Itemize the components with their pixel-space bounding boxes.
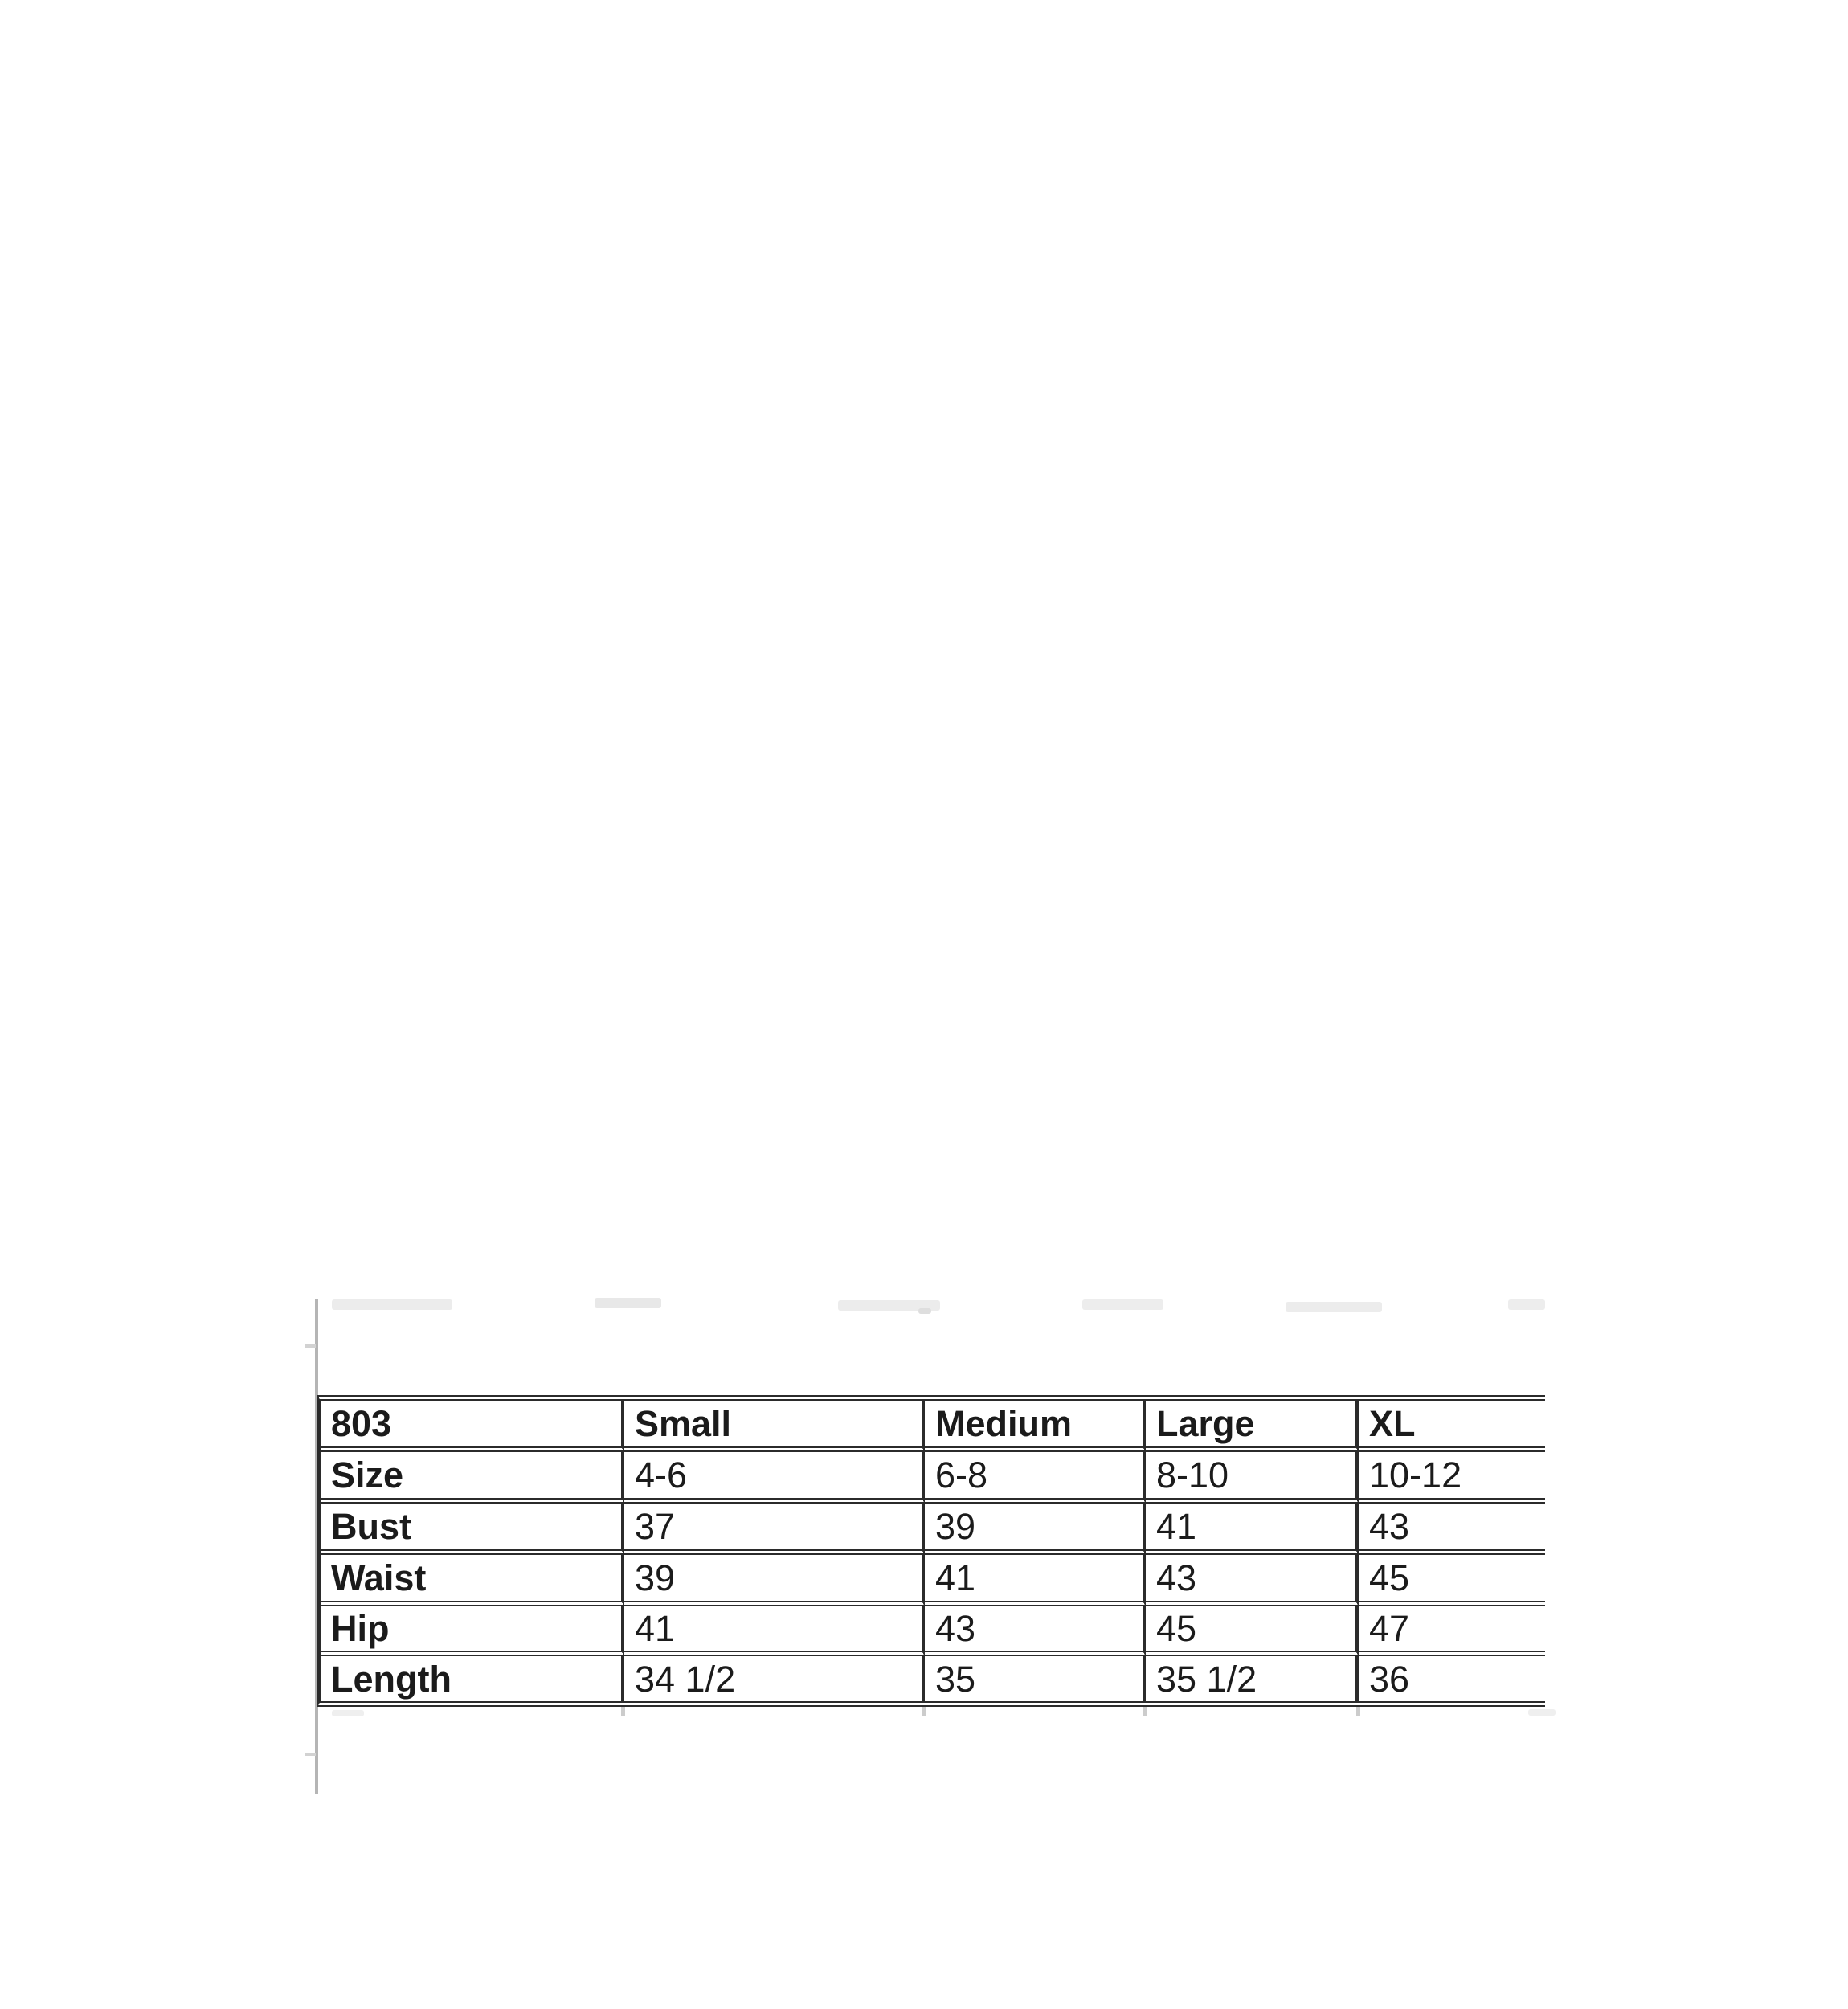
gridline-tick	[305, 1753, 316, 1756]
row-label-size: Size	[321, 1452, 624, 1504]
cell-length-xl: 36	[1369, 1658, 1410, 1700]
artifact-smudge	[332, 1299, 452, 1310]
artifact-smudge	[1508, 1299, 1545, 1310]
cell-length-medium: 35	[925, 1656, 1146, 1701]
row-label-length: Length	[321, 1656, 624, 1701]
row-label-hip: Hip	[321, 1606, 624, 1656]
gridline-tick	[305, 1344, 316, 1348]
row-label-waist: Waist	[321, 1555, 624, 1606]
cell-hip-xl: 47	[1359, 1606, 1545, 1656]
artifact-smudge	[595, 1298, 661, 1308]
artifact-stub	[1356, 1707, 1360, 1716]
cell-size-small: 4-6	[624, 1452, 925, 1504]
cell-size-medium: 6-8	[925, 1452, 1146, 1504]
cell-waist-medium: 41	[925, 1555, 1146, 1606]
cell-waist-xl: 45	[1359, 1555, 1545, 1606]
artifact-smudge	[1286, 1302, 1382, 1312]
artifact-stub	[621, 1707, 625, 1716]
header-small: Small	[624, 1401, 925, 1452]
cell-length-small: 34 1/2	[624, 1656, 925, 1701]
header-xl: XL	[1359, 1401, 1545, 1452]
artifact-smudge	[332, 1710, 364, 1716]
artifact-smudge	[1082, 1299, 1163, 1310]
artifact-smudge	[1528, 1709, 1556, 1716]
cell-bust-medium: 39	[925, 1504, 1146, 1555]
cell-bust-small: 37	[624, 1504, 925, 1555]
cell-length-large: 35 1/2	[1146, 1656, 1359, 1701]
cell-waist-small: 39	[624, 1555, 925, 1606]
artifact-smudge	[918, 1308, 931, 1314]
row-label-bust: Bust	[321, 1504, 624, 1555]
cell-waist-large: 43	[1146, 1555, 1359, 1606]
cell-hip-large: 45	[1146, 1606, 1359, 1656]
style-number-cell: 803	[321, 1401, 624, 1452]
artifact-stub	[1143, 1707, 1147, 1716]
cell-hip-medium: 43	[925, 1606, 1146, 1656]
cell-hip-small: 41	[624, 1606, 925, 1656]
cell-bust-xl: 43	[1359, 1504, 1545, 1555]
header-large: Large	[1146, 1401, 1359, 1452]
artifact-stub	[922, 1707, 926, 1716]
cell-bust-large: 41	[1146, 1504, 1359, 1555]
cell-size-large: 8-10	[1146, 1452, 1359, 1504]
header-medium: Medium	[925, 1401, 1146, 1452]
cell-size-xl: 10-12	[1359, 1452, 1545, 1504]
size-chart-table	[317, 1395, 1545, 1707]
